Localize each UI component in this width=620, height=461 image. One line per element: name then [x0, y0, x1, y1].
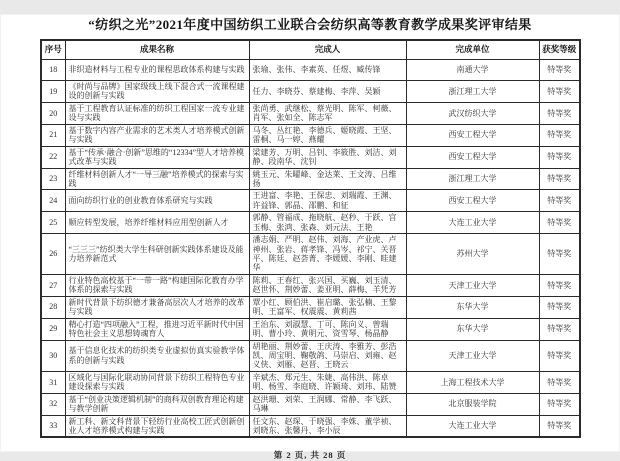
- cell-achievement: 基于工程教育认证标准的纺织工程国家一流专业建设与实践: [65, 102, 249, 124]
- cell-organization: 苏州大学: [406, 234, 539, 275]
- cell-serial: 25: [41, 212, 65, 234]
- cell-completers: 梁建芳、万明、吕钊、李筱胜、刘洁、刘静、段南华、沈钊: [249, 146, 406, 168]
- table-row: [41, 274, 580, 296]
- cell-award: 特等奖: [539, 274, 580, 296]
- cell-organization: 浙江理工大学: [406, 81, 539, 103]
- cell-achievement: 新时代背景下纺织德才兼备高层次人才培养的改革与实践: [65, 296, 249, 318]
- cell-completers: 任力、李晓芬、蔡建梅、李萍、吴颖: [249, 81, 406, 103]
- table-row: [41, 212, 580, 234]
- table-row: [41, 340, 580, 371]
- cell-serial: 31: [41, 371, 65, 393]
- cell-award: 特等奖: [539, 60, 580, 81]
- cell-completers: 任文东、赵琛、于晓强、李姝、董学祯、刘晓东、张馨丹、李小辰: [249, 415, 406, 437]
- cell-award: 特等奖: [539, 212, 580, 234]
- cell-serial: 32: [41, 393, 65, 415]
- cell-completers: 胡艳丽、荆妙蕾、王庆涛、李雅芳、彭浩凯、周宝明、鞠敬鸽、马崇启、刘雍、赵义侠、刘雁、赵晋、王晓云: [249, 340, 406, 371]
- cell-organization: 天津工业大学: [406, 274, 539, 296]
- cell-organization: 东华大学: [406, 296, 539, 318]
- cell-award: 特等奖: [539, 102, 580, 124]
- cell-serial: 19: [41, 81, 65, 103]
- cell-award: 特等奖: [539, 168, 580, 190]
- cell-award: 特等奖: [539, 318, 580, 340]
- header-achievement: 成果名称: [65, 40, 249, 60]
- cell-serial: 29: [41, 318, 65, 340]
- cell-award: 特等奖: [539, 124, 580, 146]
- cell-completers: 张瑜、张伟、李素英、任煜、臧传锋: [249, 60, 406, 81]
- cell-completers: 覃小红、顾伯洪、崔启璐、张弘楠、王黎明、王富军、权震震、黄莉茜: [249, 296, 406, 318]
- cell-award: 特等奖: [539, 393, 580, 415]
- cell-completers: 马冬、丛红艳、李德兵、姬晓霞、王坚、雷桐、马一婷、燕耀: [249, 124, 406, 146]
- table-row: [41, 81, 580, 103]
- cell-organization: 南通大学: [406, 60, 539, 81]
- cell-achievement: 顺应转型发展，培养纤维材料应用型创新人才: [65, 212, 249, 234]
- cell-serial: 27: [41, 274, 65, 296]
- cell-serial: 18: [41, 60, 65, 81]
- table-row: [41, 318, 580, 340]
- cell-achievement: 面向纺织行业的创业教育体系研究与实践: [65, 190, 249, 212]
- cell-organization: 浙江理工大学: [406, 168, 539, 190]
- cell-organization: 北京服装学院: [406, 393, 539, 415]
- cell-completers: 潘志娟、严明、赵伟、刘海、产业虎、卢神州、张岩、蒋孝锋、冯岑、祁宁、关晋平、陈廷、赵荟菁、李媛媛、李刚、眭建华: [249, 234, 406, 275]
- cell-achievement: 基于“传承·融合·创新”思维的“12334”型人才培养模式改革与实践: [65, 146, 249, 168]
- cell-organization: 西安工程大学: [406, 190, 539, 212]
- header-serial: 序号: [41, 40, 65, 60]
- cell-completers: 赵洪珊、刘荣、王润娜、常静、李飞跃、马琳: [249, 393, 406, 415]
- results-table-body: [41, 60, 580, 438]
- cell-completers: 王进富、李艳、王保忠、刘瑞霞、王渊、许益锋、郭晶、邵鹏、和征: [249, 190, 406, 212]
- cell-award: 特等奖: [539, 81, 580, 103]
- document-page: [0, 14, 620, 461]
- cell-serial: 33: [41, 415, 65, 437]
- cell-achievement: 基于数字内容产业需求的艺术类人才培养模式创新与实践: [65, 124, 249, 146]
- cell-serial: 30: [41, 340, 65, 371]
- cell-serial: 23: [41, 168, 65, 190]
- cell-organization: 武汉纺织大学: [406, 102, 539, 124]
- cell-completers: 辛斌杰、郑元生、朱婕、高伟洪、陈卓明、杨雪、李庭晓、许颖琦、刘玮、陆赞: [249, 371, 406, 393]
- table-row: [41, 60, 580, 81]
- cell-completers: 王治东、刘淑慧、丁可、陈向义、曾瑞明、曹小玲、黄明元、资雪琴、杨晶静: [249, 318, 406, 340]
- cell-organization: 上海工程技术大学: [406, 371, 539, 393]
- cell-award: 特等奖: [539, 190, 580, 212]
- header-completers: 完成人: [249, 40, 406, 60]
- cell-achievement: 新工科、新文科背景下轻纺行业高校工匠式创新创业人才培养模式构建与实践: [65, 415, 249, 437]
- results-table-header: [41, 40, 580, 60]
- header-award: 获奖等级: [539, 40, 580, 60]
- cell-achievement: 精心打造“四项融入”工程，推进习近平新时代中国特色社会主义思想铸魂育人: [65, 318, 249, 340]
- cell-award: 特等奖: [539, 146, 580, 168]
- cell-achievement: 《时尚与品牌》国家级线上线下混合式一流课程建设的创新与实践: [65, 81, 249, 103]
- cell-completers: 郭静、管福成、拖晓航、赵秒、于跃、宫玉梅、张鸿、张森、刘元法、王艳: [249, 212, 406, 234]
- cell-achievement: 基于“创业决策逻辑机制”的商科双创教育理论构建与教学创新: [65, 393, 249, 415]
- cell-serial: 28: [41, 296, 65, 318]
- table-row: [41, 393, 580, 415]
- table-row: [41, 415, 580, 437]
- cell-achievement: 基于信息化技术的纺织类专业虚拟仿真实验教学体系的创新与实践: [65, 340, 249, 371]
- table-row: [41, 190, 580, 212]
- table-row: [41, 234, 580, 275]
- cell-achievement: “三三三”纺织类大学生科研创新实践体系建设及能力培养新范式: [65, 234, 249, 275]
- cell-achievement: 区域化与国际化联动协同背景下纺织工程特色专业建设探索与实践: [65, 371, 249, 393]
- cell-serial: 20: [41, 102, 65, 124]
- cell-award: 特等奖: [539, 234, 580, 275]
- header-organization: 完成单位: [406, 40, 539, 60]
- cell-award: 特等奖: [539, 296, 580, 318]
- cell-serial: 21: [41, 124, 65, 146]
- cell-award: 特等奖: [539, 415, 580, 437]
- cell-achievement: 非织造材料与工程专业的课程思政体系构建与实践: [65, 60, 249, 81]
- page-number: 第 2 页, 共 28 页: [273, 450, 347, 461]
- table-row: [41, 124, 580, 146]
- cell-award: 特等奖: [539, 340, 580, 371]
- page-title: “纺织之光”2021年度中国纺织工业联合会纺织高等教育教学成果奖评审结果: [88, 17, 532, 32]
- table-row: [41, 146, 580, 168]
- cell-serial: 24: [41, 190, 65, 212]
- cell-organization: 大连工业大学: [406, 212, 539, 234]
- table-row: [41, 102, 580, 124]
- cell-organization: 西安工程大学: [406, 146, 539, 168]
- cell-organization: 天津工业大学: [406, 340, 539, 371]
- cell-completers: 张尚勇、武继松、蔡光明、陈军、柯薇、肖军、张如全、陈志军: [249, 102, 406, 124]
- cell-achievement: 行业特色高校基于“一带一路”构建国际化教育办学体系的探索与实践: [65, 274, 249, 296]
- cell-organization: 西安工程大学: [406, 124, 539, 146]
- cell-achievement: 纤维材料创新人才“一导三融”培养模式的探索与实践: [65, 168, 249, 190]
- cell-completers: 陈莉、王春红、张兴国、买巍、刘玉清、赵世怀、荆妙蕾、姜亚明、薛梅、羊凭芳: [249, 274, 406, 296]
- table-row: [41, 168, 580, 190]
- cell-award: 特等奖: [539, 371, 580, 393]
- table-row: [41, 296, 580, 318]
- cell-organization: 东华大学: [406, 318, 539, 340]
- cell-organization: 大连工业大学: [406, 415, 539, 437]
- header-row: [41, 40, 580, 60]
- cell-completers: 姚玉元、朱曜峰、金达莱、王文涛、吕维扬: [249, 168, 406, 190]
- cell-serial: 26: [41, 234, 65, 275]
- table-row: [41, 371, 580, 393]
- cell-serial: 22: [41, 146, 65, 168]
- results-table: [40, 39, 581, 438]
